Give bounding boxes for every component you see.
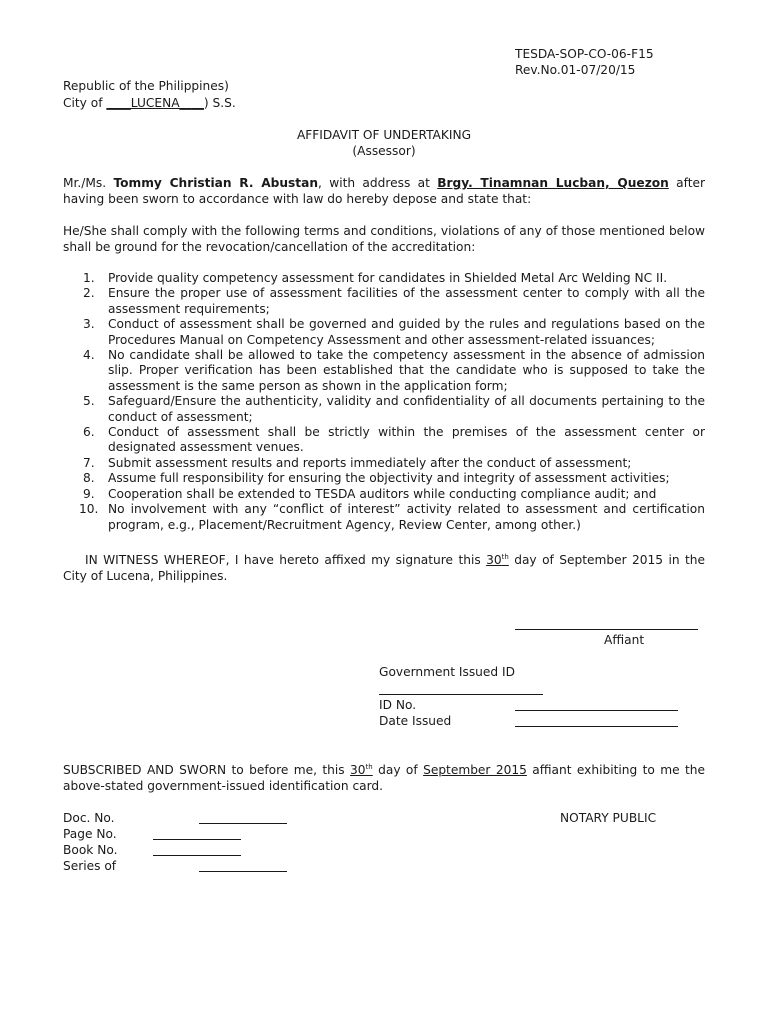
book-no-line[interactable] — [153, 855, 241, 856]
book-no-label: Book No. — [63, 843, 118, 857]
form-code: TESDA-SOP-CO-06-F15 — [515, 47, 654, 61]
list-item: 7. Submit assessment results and reports immediately after the conduct of assessment; — [83, 455, 632, 470]
witness-day: 30th — [486, 553, 509, 567]
list-item: 10. No involvement with any “conflict of interest” activity related to assessment and certification program, e.g., Placement/Recruitment Agency, Review Center, among other.) — [79, 502, 705, 532]
affiant-label: Affiant — [604, 633, 645, 647]
doc-no-label: Doc. No. — [63, 811, 115, 825]
terms-intro: He/She shall comply with the following terms and conditions, violations of any of those mentioned below shall be ground for the revocation/cancellation of the accreditation: — [63, 224, 705, 254]
list-item: 9. Cooperation shall be extended to TESDA auditors while conducting compliance audit; and — [83, 486, 657, 501]
city-pad: __ — [191, 96, 204, 110]
government-id-line[interactable] — [379, 694, 543, 695]
date-issued-line[interactable] — [515, 726, 678, 727]
series-of-line[interactable] — [199, 871, 287, 872]
terms-list — [63, 271, 705, 533]
venue-city — [63, 95, 236, 111]
id-no-label: ID No. — [379, 698, 417, 712]
government-id-label: Government Issued ID — [379, 665, 515, 679]
affiant-signature-line[interactable] — [515, 629, 698, 630]
date-issued-label: Date Issued — [379, 714, 452, 728]
affiant-name: Tommy Christian R. Abustan — [113, 176, 319, 190]
list-item: 4. No candidate shall be allowed to take the competency assessment in the absence of admission slip. Proper verification has been established that the candidate who is supposed to take the assessment is the same person as shown in the application form; — [83, 348, 705, 393]
document-title: AFFIDAVIT OF UNDERTAKING — [296, 128, 472, 142]
list-item: 6. Conduct of assessment shall be strictly within the premises of the assessment center or designated assessment venues. — [83, 425, 705, 455]
page-no-label: Page No. — [63, 827, 117, 841]
series-of-label: Series of — [63, 859, 117, 873]
city-suffix: ) S.S. — [203, 96, 236, 110]
notary-public-label: NOTARY PUBLIC — [560, 811, 657, 825]
list-item: 5. Safeguard/Ensure the authenticity, validity and confidentiality of all documents pertaining to the conduct of assessment; — [83, 394, 705, 424]
list-item: 2. Ensure the proper use of assessment facilities of the assessment center to comply with all the assessment requirements; — [83, 286, 705, 316]
affiant-address: Brgy. Tinamnan Lucban, Quezon — [437, 176, 669, 190]
jurat-day: 30th — [350, 763, 373, 777]
jurat-paragraph: SUBSCRIBED AND SWORN to before me, this 30th day of September 2015 affiant exhibiting to me the above-stated government-issued identification card. — [63, 763, 705, 793]
jurat-month-year: September 2015 — [423, 763, 527, 777]
city-prefix: City of — [63, 96, 107, 110]
list-item: 1. Provide quality competency assessment for candidates in Shielded Metal Arc Welding NC II. — [83, 271, 668, 285]
list-item: 8. Assume full responsibility for ensuring the objectivity and integrity of assessment activities; — [83, 471, 670, 486]
city-name: ____LUCENA__ — [106, 96, 192, 110]
revision-number: Rev.No.01-07/20/15 — [515, 63, 636, 77]
document-subtitle: (Assessor) — [352, 144, 416, 158]
doc-no-line[interactable] — [199, 823, 287, 824]
list-item: 3. Conduct of assessment shall be governed and guided by the rules and regulations based on the Procedures Manual on Competency Assessment and other assessment-related issuances; — [83, 317, 705, 347]
intro-paragraph: Mr./Ms. Tommy Christian R. Abustan, with address at Brgy. Tinamnan Lucban, Quezon after having been sworn to accordance with law do hereby depose and state that: — [63, 176, 706, 206]
witness-paragraph: IN WITNESS WHEREOF, I have hereto affixed my signature this 30th day of September 2015 in the City of Lucena, Philippines. — [63, 553, 705, 583]
page-no-line[interactable] — [153, 839, 241, 840]
venue-republic: Republic of the Philippines) — [63, 79, 229, 93]
id-no-line[interactable] — [515, 710, 678, 711]
